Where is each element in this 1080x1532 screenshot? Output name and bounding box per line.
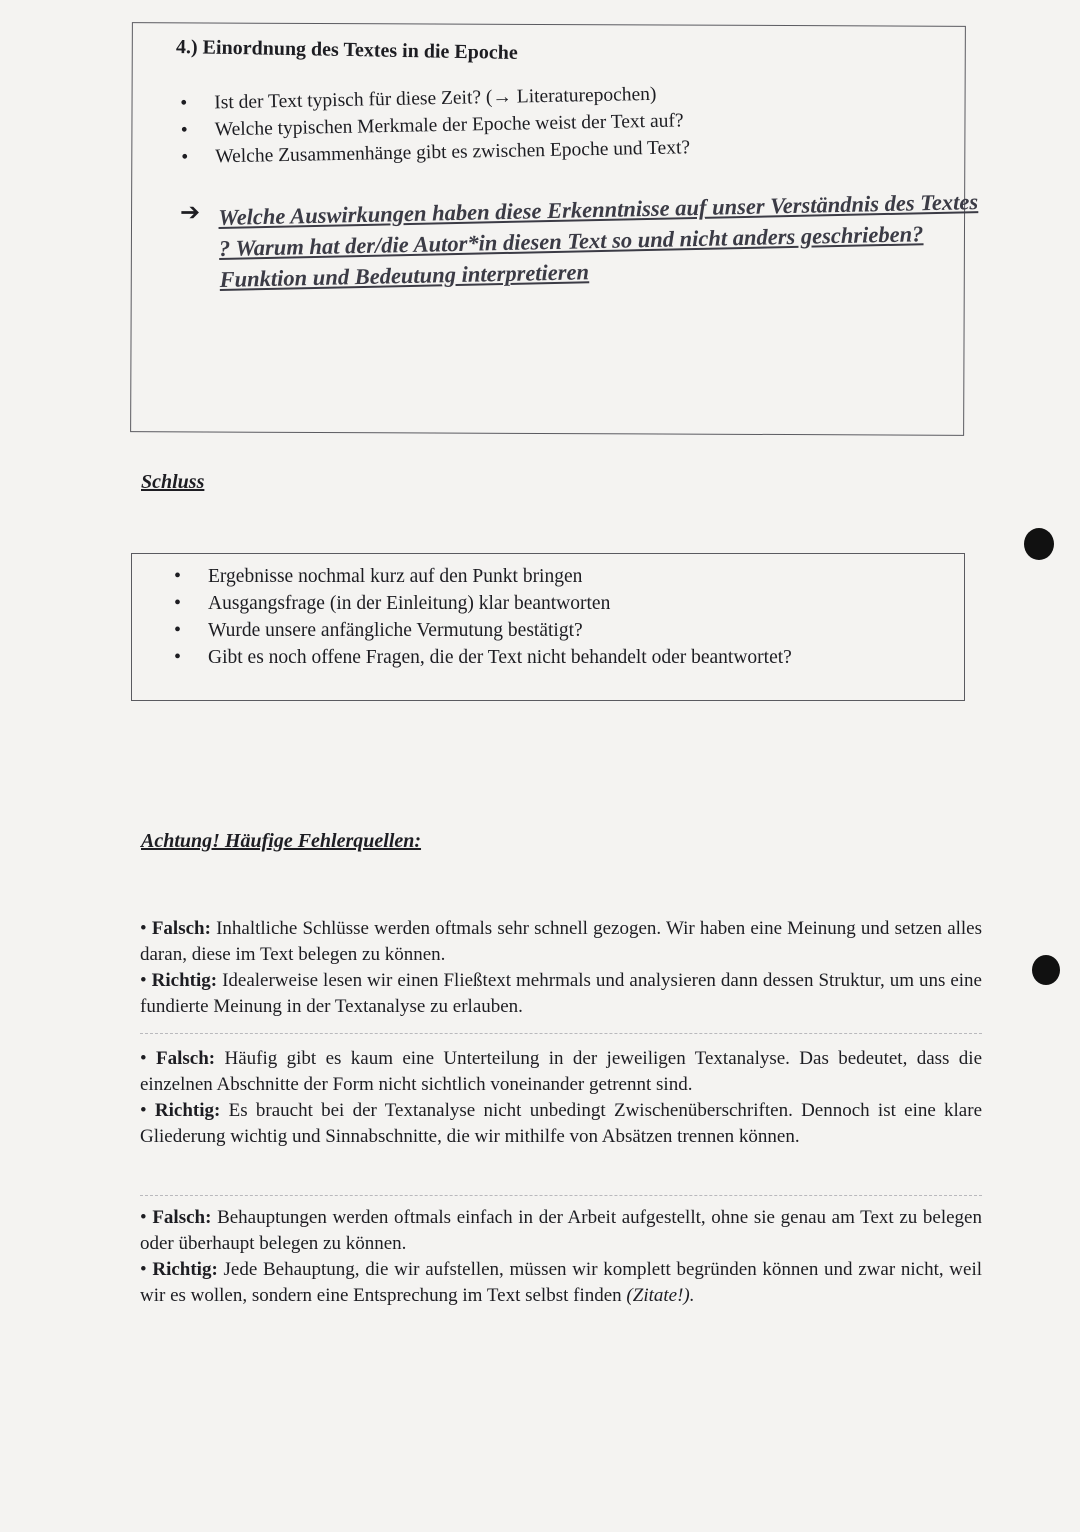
schluss-bullet: • Ausgangsfrage (in der Einleitung) klar beantworten [174, 590, 792, 617]
right-item: • Richtig: Es braucht bei der Textanalyse nicht unbedingt Zwischenüberschriften. Dennoch ist eine klare Gliederung wichtig und Sinnabschnitte, die wir mithilfe von Absätzen trennen können. [140, 1100, 983, 1147]
epoche-bullet-list [180, 80, 690, 171]
epoche-conclusion: Welche Auswirkungen haben diese Erkenntnisse auf unser Verständnis des Textes ? Warum hat der/die Autor*in diesen Text so und nicht anders geschrieben? Funktion und Bedeutung interpretieren [218, 189, 979, 292]
punch-hole [1032, 955, 1060, 985]
separator [140, 1033, 982, 1034]
wrong-text: Häufig gibt es kaum eine Unterteilung in der jeweiligen Textanalyse. Das bedeutet, dass die einzelnen Abschnitte der Form nicht sichtlich voneinander getrennt sind. [140, 1048, 983, 1095]
wrong-label: Falsch: [152, 1207, 212, 1228]
epoche-bullet: • Ist der Text typisch für diese Zeit? (→ Literaturepochen) [180, 80, 689, 117]
epoche-bullet: • Welche Zusammenhänge gibt es zwischen Epoche und Text? [181, 134, 690, 171]
error-pair [140, 916, 982, 1020]
right-label: Richtig: [154, 1100, 221, 1121]
epoche-bullet: • Welche typischen Merkmale der Epoche weist der Text auf? [181, 107, 690, 144]
schluss-bullet: • Gibt es noch offene Fragen, die der Text nicht behandelt oder beantwortet? [174, 644, 792, 671]
wrong-item: • Falsch: Behauptungen werden oftmals einfach in der Arbeit aufgestellt, ohne sie genau am Text zu belegen oder überhaupt belegen zu können. [140, 1207, 982, 1254]
right-item: • Richtig: Idealerweise lesen wir einen Fließtext mehrmals und analysieren dann dessen Struktur, um uns eine fundierte Meinung in der Textanalyse zu erlauben. [140, 970, 982, 1017]
right-item: • Richtig: Jede Behauptung, die wir aufstellen, müssen wir komplett begründen können und zwar nicht, weil wir es wollen, sondern eine Entsprechung im Text selbst finden (Zitate!). [140, 1259, 983, 1306]
schluss-bullet: • Ergebnisse nochmal kurz auf den Punkt bringen [174, 563, 792, 590]
wrong-item: • Falsch: Häufig gibt es kaum eine Unterteilung in der jeweiligen Textanalyse. Das bedeutet, dass die einzelnen Abschnitte der Form nicht sichtlich voneinander getrennt sind. [140, 1048, 983, 1095]
schluss-bullet: • Wurde unsere anfängliche Vermutung bestätigt? [174, 617, 792, 644]
punch-hole [1024, 528, 1054, 560]
epoche-title: 4.) Einordnung des Textes in die Epoche [175, 36, 518, 64]
wrong-label: Falsch: [156, 1048, 216, 1069]
right-note: (Zitate!). [626, 1285, 695, 1306]
wrong-text: Behauptungen werden oftmals einfach in der Arbeit aufgestellt, ohne sie genau am Text zu belegen oder überhaupt belegen zu können. [140, 1207, 982, 1254]
right-label: Richtig: [151, 970, 218, 991]
wrong-text: Inhaltliche Schlüsse werden oftmals sehr schnell gezogen. Wir haben eine Meinung und setzen alles daran, diese im Text belegen zu können. [140, 918, 983, 965]
schluss-heading: Schluss [141, 471, 205, 493]
schluss-bullet-list [174, 563, 792, 671]
right-text: Jede Behauptung, die wir aufstellen, müssen wir komplett begründen können und zwar nicht, weil wir es wollen, sondern eine Entsprechung im Text selbst finden [140, 1259, 983, 1306]
achtung-heading: Achtung! Häufige Fehlerquellen: [141, 830, 422, 852]
right-text: Es braucht bei der Textanalyse nicht unbedingt Zwischenüberschriften. Dennoch ist eine klare Gliederung wichtig und Sinnabschnitte, die wir mithilfe von Absätzen trennen können. [140, 1100, 983, 1147]
wrong-item: • Falsch: Inhaltliche Schlüsse werden oftmals sehr schnell gezogen. Wir haben eine Meinung und setzen alles daran, diese im Text belegen zu können. [140, 918, 983, 965]
error-pair [140, 1205, 982, 1309]
right-label: Richtig: [152, 1259, 218, 1280]
error-pair [140, 1046, 982, 1150]
separator [140, 1195, 982, 1196]
right-text: Idealerweise lesen wir einen Fließtext mehrmals und analysieren dann dessen Struktur, um uns eine fundierte Meinung in der Textanalyse zu erlauben. [140, 970, 982, 1017]
arrow-right-icon: ➔ [180, 200, 201, 226]
wrong-label: Falsch: [151, 918, 211, 939]
